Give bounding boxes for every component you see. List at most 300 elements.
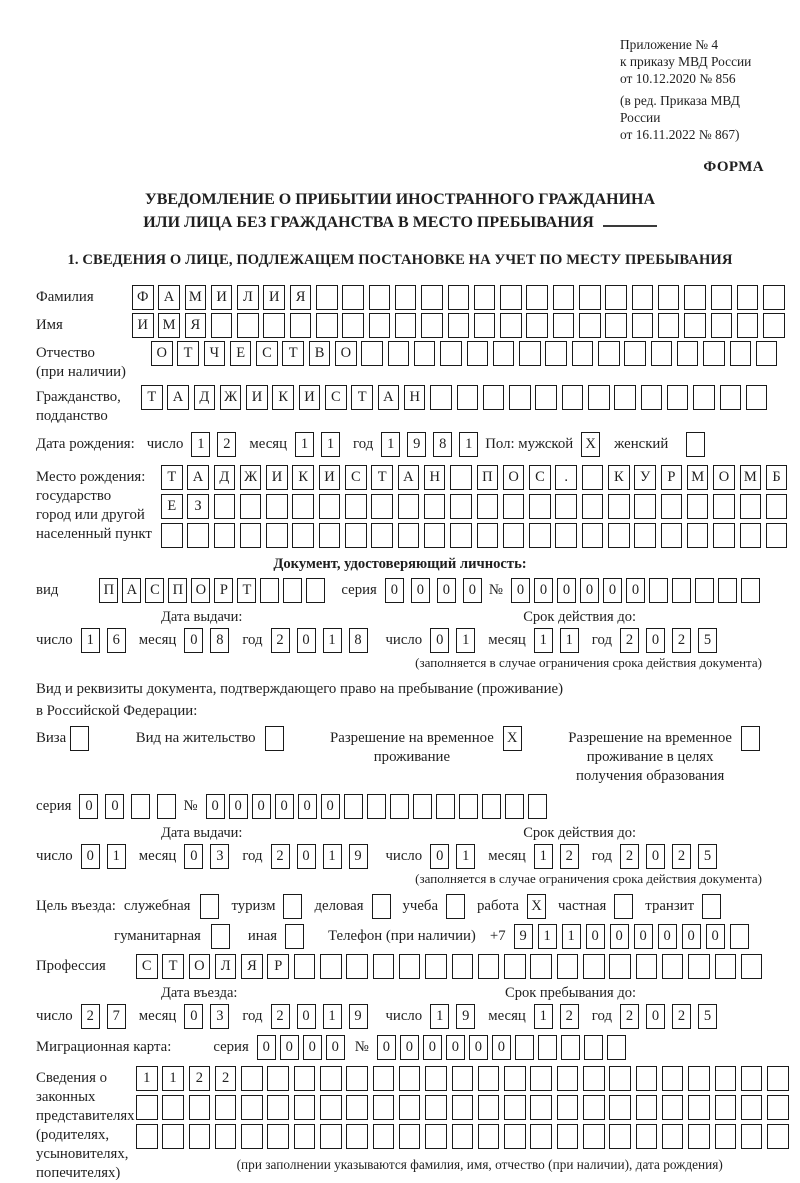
char-box bbox=[342, 285, 364, 310]
char-box: О bbox=[151, 341, 173, 366]
char-box bbox=[294, 1124, 316, 1149]
char-box bbox=[526, 285, 548, 310]
char-box: 0 bbox=[184, 628, 203, 653]
form-label: ФОРМА bbox=[703, 159, 764, 175]
char-box bbox=[162, 1095, 184, 1120]
char-box bbox=[658, 285, 680, 310]
char-box bbox=[292, 523, 314, 548]
char-box: Я bbox=[290, 285, 312, 310]
char-box: 0 bbox=[206, 794, 225, 819]
char-box bbox=[741, 954, 763, 979]
char-box: У bbox=[634, 465, 656, 490]
char-box: 2 bbox=[271, 628, 290, 653]
birthplace-block bbox=[36, 465, 781, 552]
char-box: 1 bbox=[191, 432, 210, 457]
char-box: 0 bbox=[580, 578, 599, 603]
char-box bbox=[320, 1066, 342, 1091]
char-box: Е bbox=[161, 494, 183, 519]
visa-checkbox bbox=[70, 726, 93, 751]
char-box: М bbox=[740, 465, 762, 490]
char-box: 0 bbox=[321, 794, 340, 819]
permit-number-boxes bbox=[206, 794, 551, 819]
char-box: 0 bbox=[610, 924, 629, 949]
char-box bbox=[583, 1124, 605, 1149]
edu-permit-label-line3: получения образования bbox=[575, 768, 725, 784]
char-box bbox=[319, 523, 341, 548]
char-box: О bbox=[503, 465, 525, 490]
char-box bbox=[500, 313, 522, 338]
char-box bbox=[562, 385, 584, 410]
char-box bbox=[530, 1124, 552, 1149]
char-box bbox=[478, 1124, 500, 1149]
char-box: И bbox=[299, 385, 321, 410]
citizenship-label bbox=[36, 385, 141, 426]
char-box bbox=[367, 794, 386, 819]
char-box bbox=[672, 578, 691, 603]
char-box bbox=[741, 726, 760, 751]
char-box bbox=[413, 794, 432, 819]
char-box: 2 bbox=[215, 1066, 237, 1091]
char-box: 1 bbox=[162, 1066, 184, 1091]
char-box bbox=[557, 1066, 579, 1091]
char-box bbox=[553, 313, 575, 338]
char-box: 1 bbox=[430, 1004, 449, 1029]
char-box: Ж bbox=[220, 385, 242, 410]
char-box bbox=[390, 794, 409, 819]
char-box bbox=[241, 1124, 263, 1149]
profession-label: Профессия bbox=[36, 958, 106, 974]
char-box bbox=[767, 1066, 789, 1091]
char-box bbox=[214, 494, 236, 519]
char-box bbox=[457, 385, 479, 410]
char-box bbox=[688, 1095, 710, 1120]
doc-number-sign: № bbox=[488, 582, 503, 598]
char-box: 0 bbox=[385, 578, 404, 603]
char-box bbox=[504, 954, 526, 979]
doc-series-boxes bbox=[385, 578, 489, 603]
char-box bbox=[535, 385, 557, 410]
char-box: 0 bbox=[534, 578, 553, 603]
char-box bbox=[136, 1095, 158, 1120]
char-box bbox=[688, 954, 710, 979]
char-box bbox=[478, 1066, 500, 1091]
char-box: И bbox=[246, 385, 268, 410]
char-box bbox=[636, 1095, 658, 1120]
char-box: И bbox=[263, 285, 285, 310]
year-label: год bbox=[242, 632, 263, 648]
birthplace-boxes bbox=[161, 465, 792, 552]
char-box: 0 bbox=[706, 924, 725, 949]
char-box bbox=[607, 1035, 626, 1060]
char-box bbox=[609, 1124, 631, 1149]
representatives-boxes-3 bbox=[136, 1124, 793, 1149]
char-box bbox=[649, 578, 668, 603]
profession-row bbox=[36, 954, 764, 979]
char-box: С bbox=[145, 578, 164, 603]
char-box bbox=[320, 1095, 342, 1120]
char-box bbox=[263, 313, 285, 338]
char-box: Р bbox=[661, 465, 683, 490]
birthplace-row-3 bbox=[161, 523, 792, 548]
char-box bbox=[504, 1124, 526, 1149]
char-box: 0 bbox=[603, 578, 622, 603]
char-box bbox=[215, 1124, 237, 1149]
char-box bbox=[319, 494, 341, 519]
char-box: И bbox=[211, 285, 233, 310]
char-box: И bbox=[132, 313, 154, 338]
char-box bbox=[136, 1124, 158, 1149]
char-box bbox=[371, 523, 393, 548]
char-box bbox=[572, 341, 594, 366]
entry-date-group bbox=[36, 1004, 375, 1029]
char-box: 2 bbox=[217, 432, 236, 457]
char-box: 1 bbox=[459, 432, 478, 457]
char-box bbox=[509, 385, 531, 410]
visa-label: Виза bbox=[36, 730, 67, 746]
char-box bbox=[162, 1124, 184, 1149]
char-box: И bbox=[319, 465, 341, 490]
residence-permit-label: Вид на жительство bbox=[135, 730, 256, 746]
day-label: число bbox=[385, 1008, 423, 1024]
day-label: число bbox=[36, 1008, 73, 1024]
stay-day-boxes bbox=[430, 1004, 482, 1029]
year-label: год bbox=[591, 848, 612, 864]
char-box: 0 bbox=[646, 844, 665, 869]
char-box: С bbox=[529, 465, 551, 490]
year-label: год bbox=[353, 436, 374, 452]
char-box: С bbox=[256, 341, 278, 366]
amendment-line: (в ред. Приказа МВД России bbox=[620, 93, 740, 125]
purpose-other-label: иная bbox=[247, 928, 278, 944]
representatives-label-line2: законных bbox=[36, 1089, 96, 1105]
purpose-transit-checkbox bbox=[702, 894, 725, 919]
doc-number-boxes bbox=[511, 578, 764, 603]
patronymic-boxes bbox=[151, 341, 782, 366]
char-box bbox=[583, 954, 605, 979]
representatives-row-1 bbox=[136, 1066, 793, 1091]
char-box: 0 bbox=[280, 1035, 299, 1060]
char-box bbox=[240, 523, 262, 548]
char-box: 1 bbox=[538, 924, 557, 949]
char-box bbox=[529, 523, 551, 548]
char-box: Р bbox=[267, 954, 289, 979]
citizenship-row bbox=[36, 385, 764, 426]
char-box: 0 bbox=[303, 1035, 322, 1060]
char-box bbox=[661, 494, 683, 519]
char-box bbox=[424, 494, 446, 519]
doc-type-boxes bbox=[99, 578, 329, 603]
char-box bbox=[530, 954, 552, 979]
char-box bbox=[636, 954, 658, 979]
entry-dates-row bbox=[36, 1004, 764, 1029]
char-box: 0 bbox=[682, 924, 701, 949]
char-box: 0 bbox=[646, 1004, 665, 1029]
char-box bbox=[651, 341, 673, 366]
char-box: 0 bbox=[463, 578, 482, 603]
char-box: Т bbox=[282, 341, 304, 366]
char-box bbox=[684, 285, 706, 310]
temp-permit-label-line2: проживание bbox=[373, 749, 451, 765]
appendix-block bbox=[620, 36, 764, 143]
char-box bbox=[557, 954, 579, 979]
char-box bbox=[452, 1095, 474, 1120]
char-box: О bbox=[189, 954, 211, 979]
doc-issue-month-boxes bbox=[184, 628, 236, 653]
temp-permit-label bbox=[330, 726, 494, 767]
permit-title bbox=[36, 678, 764, 722]
permit-valid-date-group bbox=[385, 844, 724, 869]
char-box bbox=[477, 523, 499, 548]
purpose-row-1 bbox=[36, 894, 764, 919]
edu-permit-label-line1: Разрешение на временное bbox=[568, 730, 732, 746]
char-box bbox=[267, 1124, 289, 1149]
char-box: 2 bbox=[620, 844, 639, 869]
doc-issue-date-label: Дата выдачи: bbox=[161, 609, 243, 625]
char-box: 1 bbox=[136, 1066, 158, 1091]
char-box bbox=[715, 1095, 737, 1120]
char-box bbox=[189, 1095, 211, 1120]
permit-valid-until-label: Срок действия до: bbox=[523, 825, 636, 841]
char-box: 0 bbox=[297, 1004, 316, 1029]
char-box bbox=[414, 341, 436, 366]
char-box: Я bbox=[185, 313, 207, 338]
representatives-block bbox=[36, 1066, 764, 1183]
char-box bbox=[684, 313, 706, 338]
char-box: 0 bbox=[586, 924, 605, 949]
name-label: Имя bbox=[36, 317, 63, 333]
char-box bbox=[662, 1095, 684, 1120]
char-box bbox=[634, 494, 656, 519]
char-box: 0 bbox=[297, 844, 316, 869]
char-box bbox=[452, 1124, 474, 1149]
sex-male-label: Пол: мужской bbox=[485, 436, 574, 452]
permit-issue-date-group bbox=[36, 844, 375, 869]
stay-until-label: Срок пребывания до: bbox=[505, 985, 636, 1001]
purpose-work-checkbox bbox=[527, 894, 550, 919]
char-box bbox=[478, 954, 500, 979]
char-box bbox=[614, 894, 633, 919]
char-box: 5 bbox=[698, 1004, 717, 1029]
char-box: 0 bbox=[297, 628, 316, 653]
char-box bbox=[582, 494, 604, 519]
char-box bbox=[662, 954, 684, 979]
char-box bbox=[767, 1124, 789, 1149]
sex-female-checkbox bbox=[686, 432, 709, 457]
char-box bbox=[294, 1095, 316, 1120]
char-box bbox=[373, 1095, 395, 1120]
char-box bbox=[448, 285, 470, 310]
char-box bbox=[266, 494, 288, 519]
char-box: П bbox=[477, 465, 499, 490]
document-title bbox=[36, 188, 764, 234]
char-box bbox=[398, 523, 420, 548]
char-box: И bbox=[266, 465, 288, 490]
char-box bbox=[131, 794, 150, 819]
purpose-business-label: деловая bbox=[314, 898, 364, 914]
char-box: Н bbox=[404, 385, 426, 410]
char-box bbox=[450, 494, 472, 519]
birth-month-boxes bbox=[295, 432, 347, 457]
permit-series-row bbox=[36, 794, 764, 819]
doc-valid-until-label: Срок действия до: bbox=[523, 609, 636, 625]
char-box: 1 bbox=[534, 1004, 553, 1029]
char-box bbox=[161, 523, 183, 548]
char-box bbox=[266, 523, 288, 548]
char-box bbox=[395, 285, 417, 310]
char-box: 9 bbox=[514, 924, 533, 949]
char-box bbox=[636, 1124, 658, 1149]
char-box bbox=[583, 1066, 605, 1091]
temp-permit-option bbox=[330, 726, 526, 767]
char-box bbox=[634, 523, 656, 548]
char-box: 2 bbox=[672, 1004, 691, 1029]
char-box: 0 bbox=[430, 844, 449, 869]
char-box bbox=[545, 341, 567, 366]
char-box bbox=[361, 341, 383, 366]
char-box bbox=[395, 313, 417, 338]
char-box: Б bbox=[766, 465, 788, 490]
char-box: 0 bbox=[377, 1035, 396, 1060]
char-box bbox=[505, 794, 524, 819]
char-box bbox=[538, 1035, 557, 1060]
char-box: 1 bbox=[295, 432, 314, 457]
char-box bbox=[609, 1095, 631, 1120]
char-box bbox=[582, 465, 604, 490]
char-box: А bbox=[158, 285, 180, 310]
citizenship-label-line2: подданство bbox=[36, 408, 108, 424]
char-box bbox=[515, 1035, 534, 1060]
char-box: X bbox=[503, 726, 522, 751]
permit-valid-month-boxes bbox=[534, 844, 586, 869]
char-box bbox=[211, 313, 233, 338]
permit-number-sign: № bbox=[183, 798, 198, 814]
char-box bbox=[718, 578, 737, 603]
char-box: Д bbox=[194, 385, 216, 410]
char-box: 2 bbox=[672, 844, 691, 869]
char-box bbox=[267, 1066, 289, 1091]
char-box: Н bbox=[424, 465, 446, 490]
edu-permit-checkbox bbox=[741, 726, 764, 751]
char-box: 9 bbox=[349, 1004, 368, 1029]
char-box: Т bbox=[371, 465, 393, 490]
char-box bbox=[555, 523, 577, 548]
char-box: 0 bbox=[298, 794, 317, 819]
representatives-label-line3: представителях bbox=[36, 1108, 135, 1124]
char-box bbox=[711, 285, 733, 310]
char-box bbox=[662, 1066, 684, 1091]
char-box bbox=[713, 523, 735, 548]
char-box bbox=[608, 494, 630, 519]
char-box bbox=[467, 341, 489, 366]
permit-checkbox-row bbox=[36, 726, 764, 786]
char-box bbox=[730, 924, 749, 949]
char-box bbox=[740, 523, 762, 548]
representatives-label-line6: попечителях) bbox=[36, 1165, 121, 1181]
stay-month-boxes bbox=[534, 1004, 586, 1029]
edu-permit-label bbox=[568, 726, 732, 786]
char-box: 7 bbox=[107, 1004, 126, 1029]
char-box: 0 bbox=[557, 578, 576, 603]
char-box: Ж bbox=[240, 465, 262, 490]
char-box: М bbox=[158, 313, 180, 338]
char-box: Я bbox=[241, 954, 263, 979]
char-box bbox=[316, 285, 338, 310]
char-box bbox=[320, 954, 342, 979]
birthplace-boxes-1 bbox=[161, 465, 792, 490]
char-box: 1 bbox=[534, 628, 553, 653]
char-box bbox=[215, 1095, 237, 1120]
char-box: 2 bbox=[271, 1004, 290, 1029]
char-box bbox=[346, 1095, 368, 1120]
char-box: 3 bbox=[210, 844, 229, 869]
amendment-line: от 16.11.2022 № 867) bbox=[620, 127, 740, 142]
char-box bbox=[267, 1095, 289, 1120]
char-box bbox=[344, 794, 363, 819]
day-label: число bbox=[36, 632, 73, 648]
char-box bbox=[373, 1066, 395, 1091]
char-box bbox=[555, 494, 577, 519]
char-box: 0 bbox=[229, 794, 248, 819]
representatives-label-line4: (родителях, bbox=[36, 1127, 110, 1143]
char-box: 0 bbox=[275, 794, 294, 819]
permit-issue-date-label: Дата выдачи: bbox=[161, 825, 243, 841]
permit-series-boxes bbox=[79, 794, 183, 819]
char-box: А bbox=[122, 578, 141, 603]
birthplace-label-line1: Место рождения: bbox=[36, 469, 146, 485]
char-box bbox=[398, 494, 420, 519]
char-box: 0 bbox=[411, 578, 430, 603]
char-box bbox=[741, 578, 760, 603]
doc-kind-label: вид bbox=[36, 582, 59, 598]
char-box bbox=[688, 1124, 710, 1149]
doc-date-labels bbox=[36, 609, 764, 626]
representatives-label-line1: Сведения о bbox=[36, 1070, 107, 1086]
char-box bbox=[399, 1066, 421, 1091]
char-box: 2 bbox=[672, 628, 691, 653]
char-box: Т bbox=[351, 385, 373, 410]
doc-valid-date-group bbox=[385, 628, 724, 653]
char-box bbox=[345, 523, 367, 548]
stay-year-boxes bbox=[620, 1004, 724, 1029]
day-label: число bbox=[385, 632, 423, 648]
char-box bbox=[211, 924, 230, 949]
migration-series-label: серия bbox=[213, 1039, 249, 1055]
purpose-row-2 bbox=[36, 924, 764, 949]
purpose-label: Цель въезда: bbox=[36, 898, 116, 914]
representatives-note: (при заполнении указываются фамилия, имя, отчество (при наличии), дата рождения) bbox=[236, 1157, 723, 1172]
char-box: 0 bbox=[511, 578, 530, 603]
char-box bbox=[686, 432, 705, 457]
char-box bbox=[746, 385, 768, 410]
char-box bbox=[763, 313, 785, 338]
patronymic-label bbox=[36, 341, 151, 382]
permit-title-line1: Вид и реквизиты документа, подтверждающего право на пребывание (проживание) bbox=[36, 681, 564, 697]
birthplace-label bbox=[36, 465, 161, 544]
representatives-row-2 bbox=[136, 1095, 793, 1120]
char-box: 6 bbox=[107, 628, 126, 653]
char-box: В bbox=[309, 341, 331, 366]
char-box: Т bbox=[237, 578, 256, 603]
citizenship-label-line1: Гражданство, bbox=[36, 389, 121, 405]
temp-permit-label-line1: Разрешение на временное bbox=[330, 730, 494, 746]
char-box bbox=[693, 385, 715, 410]
char-box bbox=[240, 494, 262, 519]
char-box bbox=[583, 1095, 605, 1120]
char-box: X bbox=[527, 894, 546, 919]
char-box: 0 bbox=[184, 1004, 203, 1029]
char-box bbox=[561, 1035, 580, 1060]
char-box bbox=[624, 341, 646, 366]
